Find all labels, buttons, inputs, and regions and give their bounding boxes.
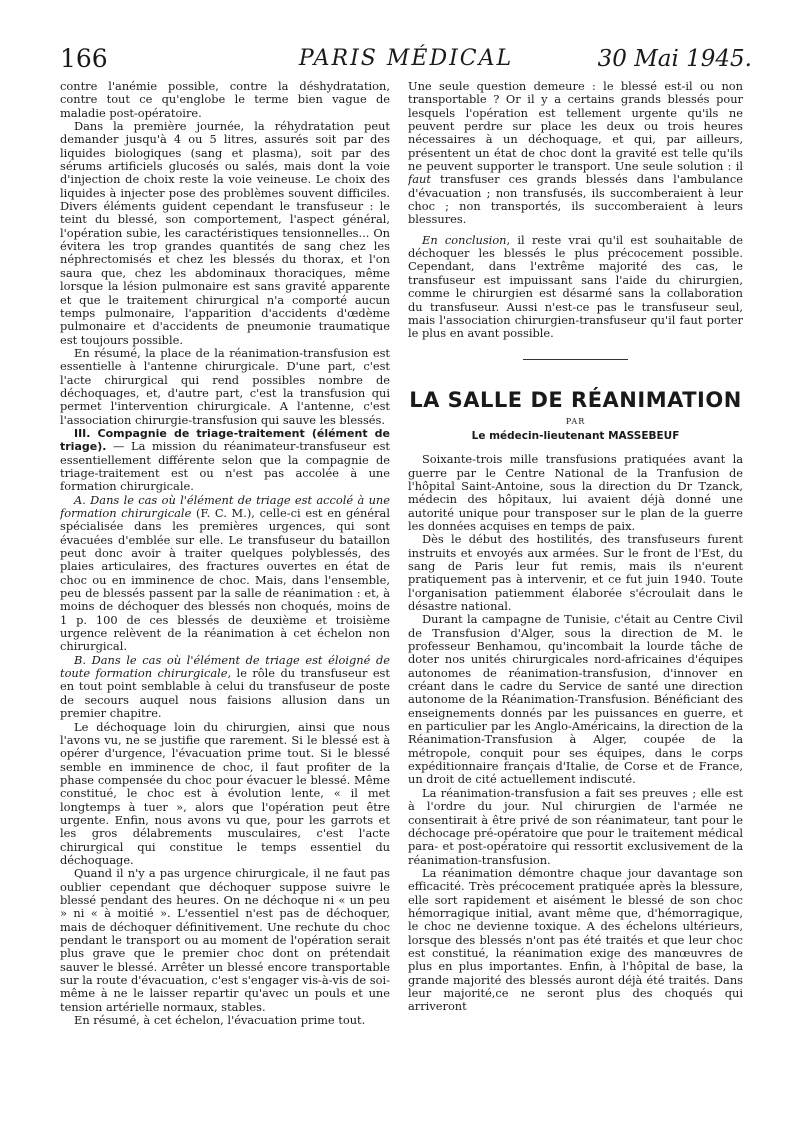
paragraph: En conclusion, il reste vrai qu'il est souhaitable de déchoquer les blessés le plus précocement possible. Cependant, dans l'extrême majorité des cas, le transfuseur est impuissant sans l'aide du chirurgien, comme le chirurgien est désarmé sans la collaboration du transfuseur. Aussi n'est-ce pas le transfuseur seul, mais l'association chirurgien-transfuseur qu'il faut porter le plus en avant possible. <box>408 232 743 341</box>
journal-title: PARIS MÉDICAL <box>298 46 514 71</box>
page-header <box>60 44 752 74</box>
subsection-heading: B. Dans le cas où l'élément de triage est éloigné de toute formation chirurgicale <box>60 652 390 681</box>
paragraph: Quand il n'y a pas urgence chirurgicale, il ne faut pas oublier cependant que déchoquer suppose suivre le blessé pendant des heures. On ne déchoque ni « un peu » ni « à moitié ». L'essentiel n'est pas de déchoquer, mais de déchoquer définitivement. Une rechute du choc pendant le transport ou au moment de l'opération serait plus grave que le premier choc dont on prétendait sauver le blessé. Arrêter un blessé encore transportable sur la route d'évacuation, c'est s'engager vis-à-vis de soi-même à ne le laisser repartir qu'avec un pouls et une tension artérielle normaux, stables. <box>60 866 390 1014</box>
article-title: LA SALLE DE RÉANIMATION <box>409 387 742 412</box>
paragraph: III. Compagnie de triage-traitement (élément de triage). — La mission du réanimateur-transfuseur est essentiellement différente selon que la compagnie de triage-traitement est ou n'est pas accolée à une formation chirurgicale. <box>60 426 390 494</box>
paragraph: Soixante-trois mille transfusions pratiquées avant la guerre par le Centre National de la Tranfusion de l'hôpital Saint-Antoine, sous la direction du Dr Tzanck, médecin des hôpitaux, lui avaient déjà donné une autorité unique pour transposer sur le plan de la guerre les données acquises en temps de paix. <box>408 452 743 533</box>
paragraph: La réanimation-transfusion a fait ses preuves ; elle est à l'ordre du jour. Nul chirurgien de l'armée ne consentirait à être privé de son réanimateur, tant pour le déchocage pré-opératoire que pour le traitement médical para- et post-opératoire qui ressortit exclusivement de la réanimation-transfusion. <box>408 785 743 867</box>
section-heading: III. Compagnie de triage-traitement (élément de triage). <box>60 426 390 454</box>
paragraph: Une seule question demeure : le blessé est-il ou non transportable ? Or il y a certains grands blessés pour lesquels l'opération est tellement urgente qu'ils ne peuvent perdre sur place les deux ou trois heures nécessaires à un déchoquage, et qui, par ailleurs, présentent un état de choc dont la gravité est telle qu'ils ne peuvent supporter le transport. Une seule solution : il faut transfuser ces grands blessés dans l'ambulance d'évacuation ; non transfusés, ils succomberaient à leur choc ; non transportés, ils succomberaient à leurs blessures. <box>408 80 743 227</box>
paragraph: Durant la campagne de Tunisie, c'était au Centre Civil de Transfusion d'Alger, sous la direction de M. le professeur Benhamou, qu'incombait la lourde tâche de doter nos unités chirurgicales nord-africaines d'équipes autonomes de réanimation-transfusion, d'innover en créant dans le cadre du Service de santé une direction autonome de la Réanimation-Transfusion. Bénéficiant des enseignements donnés par les puissances en guerre, et en particulier par les Anglo-Américains, la direction de la Réanimation-Transfusion à Alger, coupée de la métropole, conquit pour ses équipes, dans le corps expéditionnaire français d'Italie, de Corse et de France, un droit de cité actuellement indiscuté. <box>408 612 743 787</box>
issue-date: 30 Mai 1945. <box>597 46 752 72</box>
paragraph: La réanimation démontre chaque jour davantage son efficacité. Très précocement pratiquée après la blessure, elle sort rapidement et aisément le blessé de son choc hémorragique initial, avant même que, d'hémorragique, le choc ne devienne toxique. A des échelons ultérieurs, lorsque des blessés n'ont pas été traités et que leur choc est constitué, la réanimation exige des manœuvres de plus en plus importantes. Enfin, à l'hôpital de base, la grande majorité des blessés auront déjà été traités. Dans leur majorité,ce ne seront plus des choqués qui arriveront <box>408 865 743 1014</box>
article-par: PAR <box>565 416 586 426</box>
paragraph: A. Dans le cas où l'élément de triage est accolé à une formation chirurgicale (F. C. M.), celle-ci est en général spécialisée dans les premières urgences, qui sont évacuées d'emblée sur elle. Le transfuseur du bataillon peut donc avoir à traiter quelques polyblessés, des plaies articulaires, des fractures ouvertes en état de choc ou en imminence de choc. Mais, dans l'ensemble, peu de blessés passent par la salle de réanimation : et, à moins de déchoquer des blessés non choqués, moins de 1 p. 100 de ces blessés de deuxième et troisième urgence relèvent de la réanimation à cet échelon non chirurgical. <box>60 492 390 654</box>
paragraph: Dans la première journée, la réhydratation peut demander jusqu'à 4 ou 5 litres, assurés soit par des liquides biologiques (sang et plasma), soit par des sérums artificiels glucosés ou salés, mais dont la voie d'injection de choix reste la voie veineuse. Le choix des liquides à injecter pose des problèmes souvent difficiles. Divers éléments guident cependant le transfuseur : le teint du blessé, son comportement, l'aspect général, l'opération subie, les caractéristiques tensionnelles... On évitera les trop grandes quantités de sang chez les néphrectomisés et chez les blessés du thorax, et l'on saura que, chez les abdominaux thoraciques, même lorsque la lésion pulmonaire est sans gravité apparente et que le traitement chirurgical n'a comporté aucun temps pulmonaire, l'apparition d'accidents d'œdème pulmonaire et d'accidents de pneumonie traumatique est toujours possible. <box>60 119 390 347</box>
paragraph: B. Dans le cas où l'élément de triage est éloigné de toute formation chirurgicale, le rôle du transfuseur est en tout point semblable à celui du transfuseur de poste de secours auquel nous faisions allusion dans un premier chapitre. <box>60 652 390 721</box>
right-column <box>408 80 743 1090</box>
divider <box>523 359 628 360</box>
paragraph: En résumé, à cet échelon, l'évacuation prime tout. <box>74 1013 366 1028</box>
paragraph: Dès le début des hostilités, des transfuseurs furent instruits et envoyés aux armées. Sur le front de l'Est, du sang de Paris leur fut remis, mais ils n'eurent pratiquement pas à intervenir, et ce fut juin 1940. Toute l'organisation patiemment élaborée s'écroulait dans le désastre national. <box>408 532 743 613</box>
page-number: 166 <box>60 44 108 73</box>
paragraph: Le déchoquage loin du chirurgien, ainsi que nous l'avons vu, ne se justifie que rarement. Si le blessé est à opérer d'urgence, l'évacuation prime tout. Si le blessé semble en imminence de choc, il faut profiter de la phase compensée du choc pour évacuer le blessé. Même constitué, le choc est à évolution lente, « il met longtemps à tuer », alors que l'opération peut être urgente. Enfin, nous avons vu que, pour les garrots et les gros délabrements musculaires, c'est l'acte chirurgical qui constitue le temps essentiel du déchoquage. <box>60 719 390 867</box>
article-author: Le médecin-lieutenant MASSEBEUF <box>471 429 680 442</box>
paragraph: En résumé, la place de la réanimation-transfusion est essentielle à l'antenne chirurgicale. D'une part, c'est l'acte chirurgical qui rend possibles nombre de déchoquages, et, d'autre part, c'est la transfusion qui permet l'intervention chirurgicale. A l'antenne, c'est l'association chirurgie-transfusion qui sauve les blessés. <box>60 345 390 427</box>
left-column <box>60 80 390 1090</box>
paragraph: contre l'anémie possible, contre la déshydratation, contre tout ce qu'englobe le terme bien vague de maladie post-opératoire. <box>60 80 390 120</box>
subsection-heading: A. Dans le cas où l'élément de triage est accolé à une formation chirurgicale <box>60 492 390 520</box>
